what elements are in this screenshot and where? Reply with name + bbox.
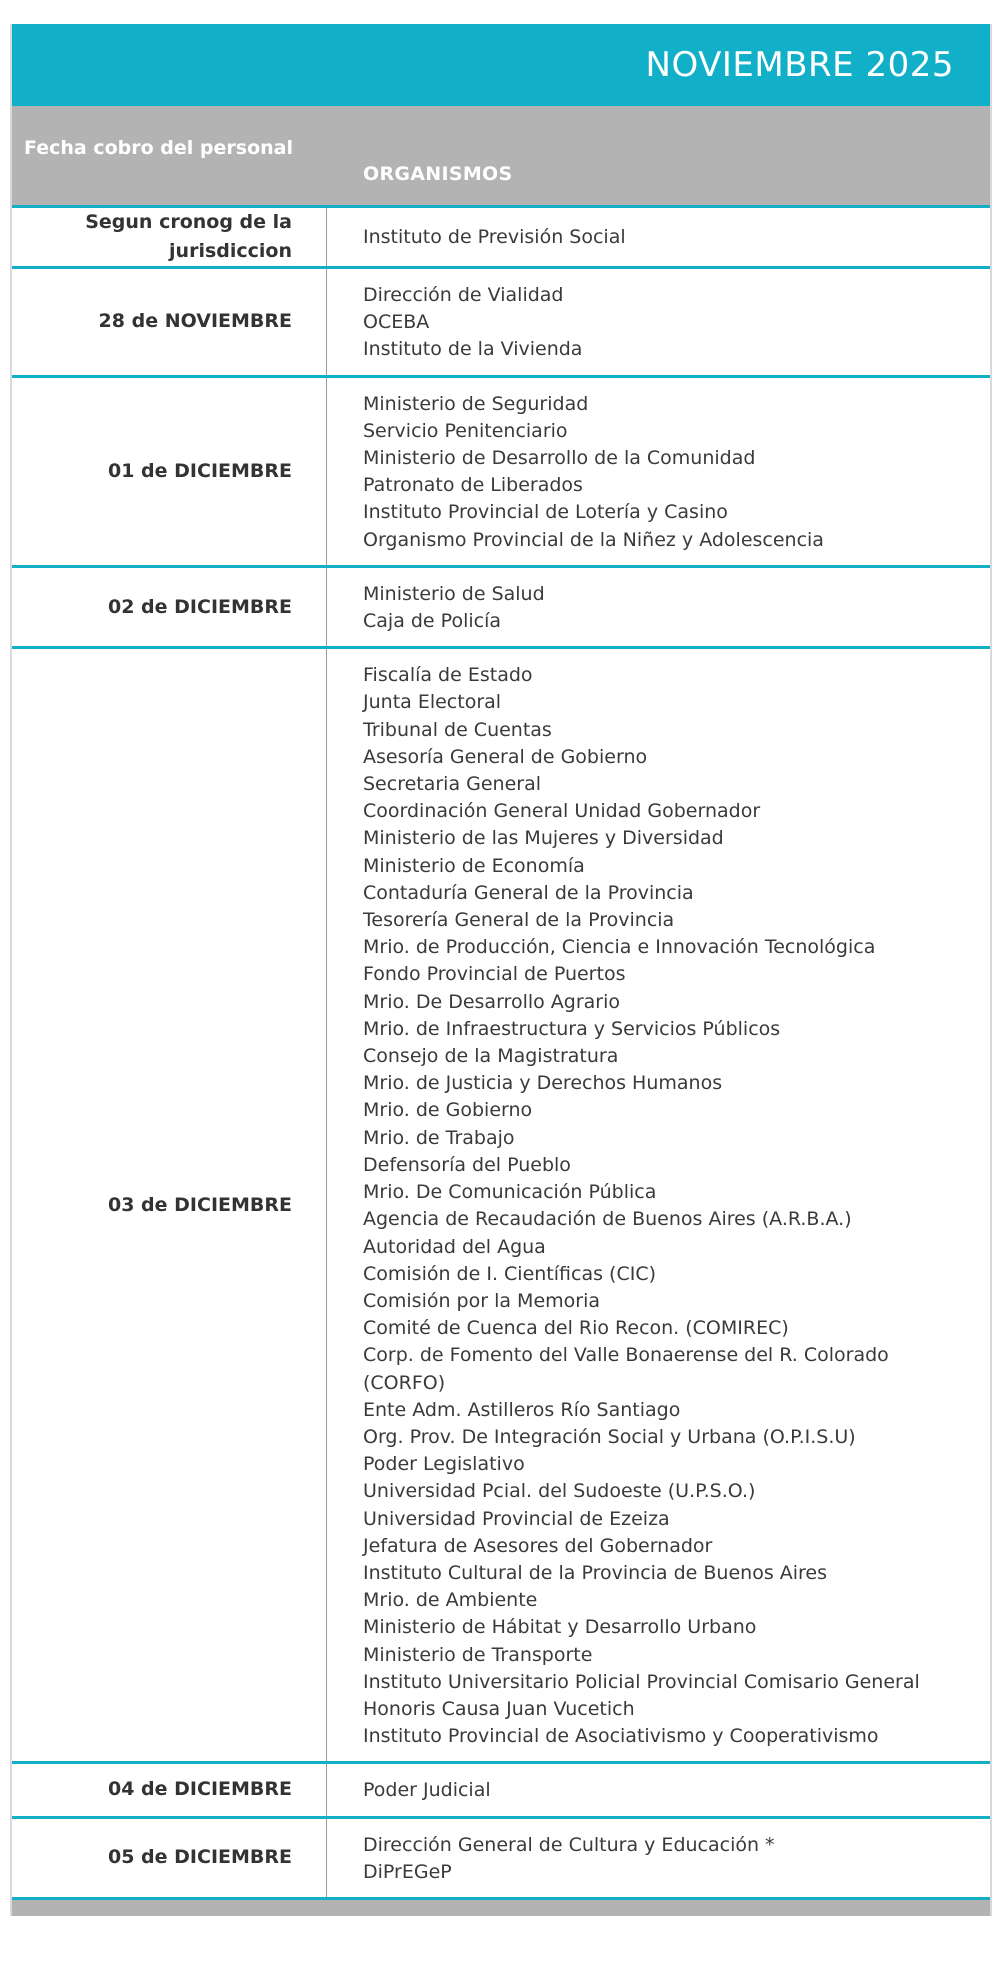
organism-item: Universidad Provincial de Ezeiza <box>363 1507 670 1530</box>
organism-item: Ministerio de Salud <box>363 582 545 605</box>
payment-date: 03 de DICIEMBRE <box>12 649 327 1761</box>
organism-item: OCEBA <box>363 311 430 334</box>
organisms-list <box>327 1819 990 1897</box>
organism-item: Mrio. De Comunicación Pública <box>363 1181 657 1204</box>
organism-item: Consejo de la Magistratura <box>363 1045 619 1068</box>
organism-item: Tesorería General de la Provincia <box>363 909 675 932</box>
organism-item: Secretaria General <box>363 773 542 796</box>
organism-item: Tribunal de Cuentas <box>363 718 552 741</box>
organism-item: Poder Legislativo <box>363 1453 525 1476</box>
organism-item: Comisión por la Memoria <box>363 1289 601 1312</box>
organism-item: Fiscalía de Estado <box>363 664 533 687</box>
organism-item: Mrio. De Desarrollo Agrario <box>363 990 621 1013</box>
organism-item: Instituto Cultural de la Provincia de Buenos Aires <box>363 1561 828 1584</box>
organism-item: Org. Prov. De Integración Social y Urbana (O.P.I.S.U) <box>363 1425 856 1448</box>
organism-item: Caja de Policía <box>363 610 501 633</box>
organisms-list <box>327 649 990 1761</box>
organism-item: Instituto Provincial de Asociativismo y Cooperativismo <box>363 1725 879 1748</box>
organism-item: Dirección General de Cultura y Educación * <box>363 1833 775 1856</box>
organism-item: Comisión de I. Científicas (CIC) <box>363 1262 656 1285</box>
organism-item: Dirección de Vialidad <box>363 284 564 306</box>
organism-item: Defensoría del Pueblo <box>363 1153 571 1176</box>
organism-item: Autoridad del Agua <box>363 1235 546 1258</box>
organism-item: Agencia de Recaudación de Buenos Aires (A.R.B.A.) <box>363 1208 852 1231</box>
organism-item: Mrio. de Infraestructura y Servicios Públicos <box>363 1017 781 1040</box>
organism-item: Instituto de Previsión Social <box>363 226 626 249</box>
table-row <box>12 649 990 1764</box>
organism-item: Ministerio de Desarrollo de la Comunidad <box>363 447 756 470</box>
organism-item: DiPrEGeP <box>363 1860 452 1883</box>
payment-date: 05 de DICIEMBRE <box>12 1819 327 1897</box>
organism-item: Ministerio de Hábitat y Desarrollo Urbano <box>363 1616 757 1639</box>
organisms-list <box>327 378 990 565</box>
organism-item: Organismo Provincial de la Niñez y Adolescencia <box>363 528 824 551</box>
organism-item: Mrio. de Ambiente <box>363 1589 538 1612</box>
organism-item: Ministerio de Transporte <box>363 1643 593 1666</box>
organism-item: Mrio. de Producción, Ciencia e Innovación Tecnológica <box>363 936 876 959</box>
organism-item: Honoris Causa Juan Vucetich <box>363 1697 635 1720</box>
organism-item: Fondo Provincial de Puertos <box>363 963 626 986</box>
payment-date: 04 de DICIEMBRE <box>12 1764 327 1815</box>
table-row <box>12 1764 990 1818</box>
calendar-title: NOVIEMBRE 2025 <box>645 45 954 85</box>
table-header <box>12 106 990 208</box>
organisms-list <box>327 269 990 375</box>
organism-item: Universidad Pcial. del Sudoeste (U.P.S.O.) <box>363 1480 756 1503</box>
organism-item: Instituto Provincial de Lotería y Casino <box>363 501 728 524</box>
table-row <box>12 269 990 378</box>
organism-item: Mrio. de Gobierno <box>363 1099 533 1122</box>
organism-item: Asesoría General de Gobierno <box>363 745 648 768</box>
organism-item: Jefatura de Asesores del Gobernador <box>363 1534 713 1557</box>
organisms-list <box>327 568 990 646</box>
header-date-label: Fecha cobro del personal <box>24 137 293 159</box>
organism-item: Ministerio de Seguridad <box>363 392 589 415</box>
organism-item: Poder Judicial <box>363 1779 491 1802</box>
payment-date: Segun cronog de la jurisdiccion <box>12 208 327 266</box>
organism-item: Ente Adm. Astilleros Río Santiago <box>363 1398 681 1421</box>
table-body <box>12 208 990 1900</box>
organism-item: Coordinación General Unidad Gobernador <box>363 800 761 823</box>
payment-calendar <box>10 24 992 1916</box>
organism-item: Comité de Cuenca del Rio Recon. (COMIREC) <box>363 1317 789 1340</box>
organisms-list <box>327 1764 990 1815</box>
organism-item: (CORFO) <box>363 1371 446 1394</box>
organism-item: Ministerio de Economía <box>363 854 585 877</box>
table-row <box>12 1819 990 1900</box>
organism-item: Instituto de la Vivienda <box>363 338 583 361</box>
payment-date: 28 de NOVIEMBRE <box>12 269 327 375</box>
organism-item: Instituto Universitario Policial Provincial Comisario General <box>363 1670 920 1693</box>
organism-item: Corp. de Fomento del Valle Bonaerense del R. Colorado <box>363 1344 889 1367</box>
footer-bar <box>12 1900 990 1916</box>
organism-item: Mrio. de Justicia y Derechos Humanos <box>363 1072 723 1095</box>
title-bar <box>12 24 990 106</box>
organism-item: Mrio. de Trabajo <box>363 1126 515 1149</box>
payment-date: 01 de DICIEMBRE <box>12 378 327 565</box>
table-row <box>12 208 990 269</box>
table-row <box>12 568 990 649</box>
organism-item: Servicio Penitenciario <box>363 419 568 442</box>
organism-item: Ministerio de las Mujeres y Diversidad <box>363 827 724 850</box>
organism-item: Patronato de Liberados <box>363 474 583 497</box>
header-org-label: ORGANISMOS <box>363 163 513 185</box>
organism-item: Contaduría General de la Provincia <box>363 881 694 904</box>
organism-item: Junta Electoral <box>363 691 502 714</box>
organisms-list <box>327 208 990 266</box>
payment-date: 02 de DICIEMBRE <box>12 568 327 646</box>
table-row <box>12 378 990 568</box>
